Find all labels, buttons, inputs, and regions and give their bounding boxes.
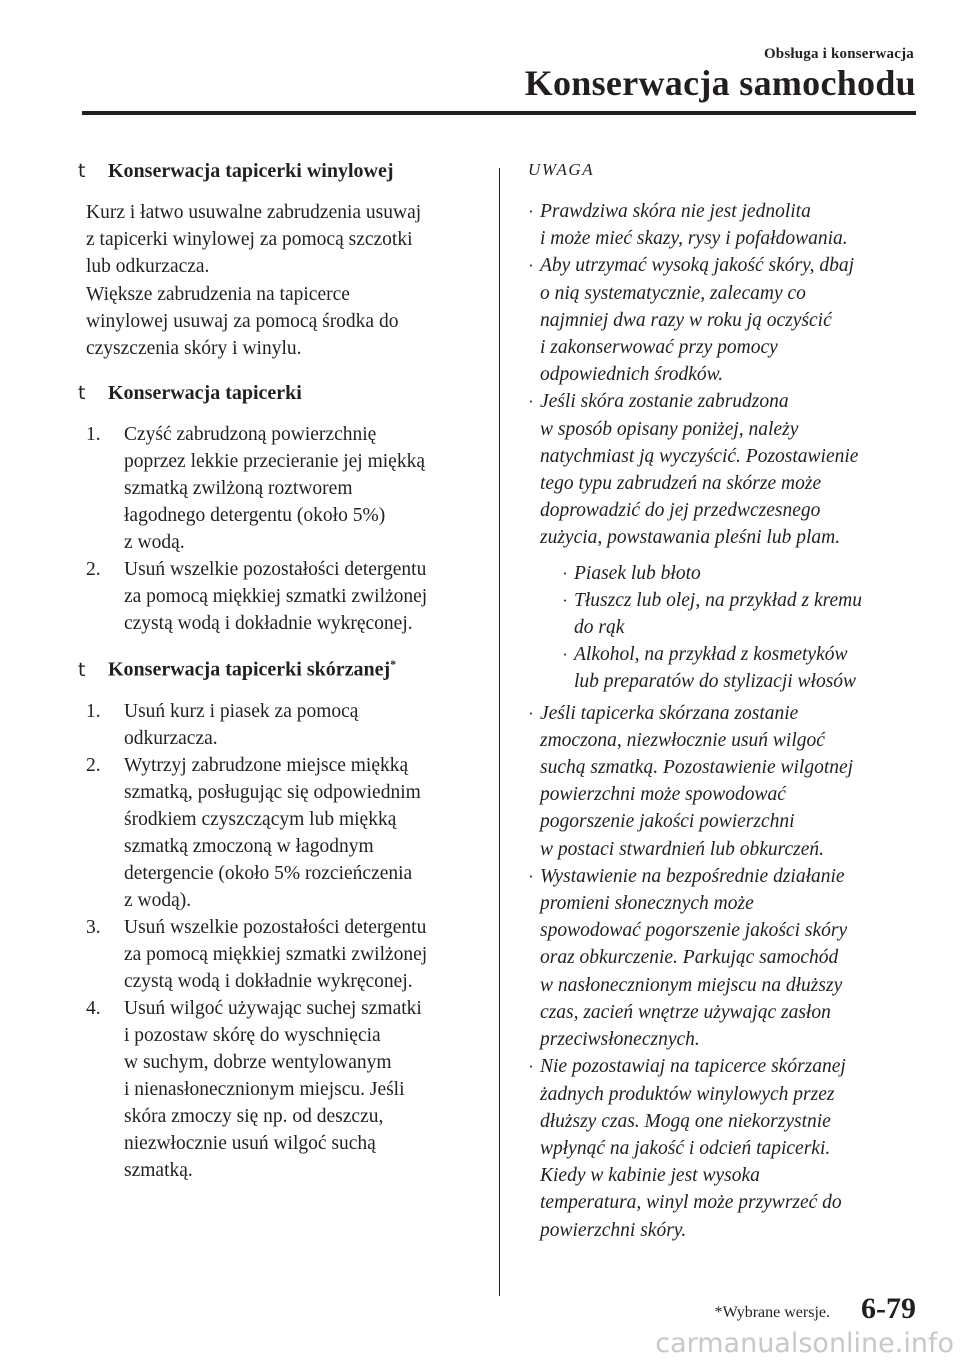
- text-line: odpowiednich środków.: [540, 364, 724, 386]
- text-line: i może mieć skazy, rysy i pofałdowania.: [540, 228, 848, 250]
- bullet-icon: ·: [528, 392, 534, 412]
- text-line: zużycia, powstawania pleśni lub plam.: [540, 527, 841, 549]
- leather-section-title: [108, 657, 396, 682]
- text-line: poprzez lekkie przecieranie jej miękką: [124, 451, 425, 473]
- leather-section-heading: [78, 657, 478, 682]
- bullet-icon: ·: [528, 1057, 534, 1077]
- step-text: [124, 914, 478, 995]
- text-line: szmatką zmoczoną w łagodnym: [124, 835, 374, 857]
- text-line: Czyść zabrudzoną powierzchnię: [124, 424, 377, 446]
- text-line: oraz obkurczenie. Parkując samochód: [540, 947, 839, 969]
- step-item: [78, 421, 478, 556]
- note-text: [540, 863, 922, 1053]
- vinyl-section-title: Konserwacja tapicerki winylowej: [108, 160, 394, 182]
- text-line: powierzchni może spowodować: [540, 784, 786, 806]
- leather-title-text: Konserwacja tapicerki skórzanej: [108, 658, 391, 681]
- text-line: Prawdziwa skóra nie jest jednolita: [540, 201, 811, 222]
- page-title: Konserwacja samochodu: [524, 63, 916, 103]
- section-marker-icon: t: [78, 382, 86, 405]
- step-item: [78, 752, 478, 914]
- page-number: 6-79: [861, 1292, 916, 1325]
- step-item: [78, 995, 478, 1184]
- text-line: i zakonserwować przy pomocy: [540, 337, 778, 359]
- text-line: do rąk: [574, 617, 625, 639]
- text-line: Większe zabrudzenia na tapicerce: [86, 283, 350, 305]
- text-line: czystą wodą i dokładnie wykręconej.: [124, 613, 413, 635]
- note-item: [522, 388, 922, 699]
- bullet-icon: ·: [562, 590, 568, 610]
- text-line: zmoczona, niezwłocznie usuń wilgoć: [540, 729, 825, 751]
- text-line: najmniej dwa razy w roku ją oczyścić: [540, 309, 832, 331]
- caution-notes: [522, 198, 922, 1244]
- leather-steps: [78, 698, 478, 1184]
- text-line: dłuższy czas. Mogą one niekorzystnie: [540, 1110, 831, 1132]
- text-line: doprowadzić do jej przedwczesnego: [540, 500, 821, 522]
- step-text: [124, 421, 478, 556]
- text-line: czystą wodą i dokładnie wykręconej.: [124, 970, 413, 992]
- text-line: pogorszenie jakości powierzchni: [540, 811, 795, 833]
- text-line: winylowej usuwaj za pomocą środka do: [86, 310, 399, 332]
- note-text: [540, 252, 922, 388]
- note-text: [540, 700, 922, 863]
- step-number: 4.: [86, 997, 101, 1019]
- section-marker-icon: t: [78, 160, 86, 182]
- text-line: łagodnego detergentu (około 5%): [124, 505, 386, 527]
- caution-label: UWAGA: [528, 160, 595, 179]
- step-text: [124, 556, 478, 637]
- section-header: Obsługa i konserwacja: [763, 46, 914, 62]
- step-item: [78, 698, 478, 752]
- text-line: szmatką.: [124, 1159, 193, 1181]
- text-line: czyszczenia skóry i winylu.: [86, 338, 302, 360]
- note-text: [574, 587, 922, 641]
- step-text: [124, 995, 478, 1184]
- step-number: 2.: [86, 559, 101, 581]
- text-line: i pozostaw skórę do wyschnięcia: [124, 1024, 381, 1046]
- text-line: żadnych produktów winylowych przez: [540, 1083, 835, 1105]
- text-line: Usuń wilgoć używając suchej szmatki: [124, 997, 422, 1019]
- text-line: w suchym, dobrze wentylowanym: [124, 1051, 392, 1073]
- text-line: o nią systematycznie, zalecamy co: [540, 282, 806, 304]
- text-line: Kiedy w kabinie jest wysoka: [540, 1165, 760, 1187]
- note-item: [522, 700, 922, 863]
- vinyl-paragraph-2: [86, 281, 478, 363]
- text-line: spowodować pogorszenie jakości skóry: [540, 920, 848, 942]
- text-line: Usuń wszelkie pozostałości detergentu: [124, 559, 427, 581]
- text-line: i nienasłonecznionym miejscu. Jeśli: [124, 1078, 405, 1100]
- left-column: [78, 160, 478, 1204]
- text-line: detergencie (około 5% rozcieńczenia: [124, 862, 413, 884]
- note-text: [540, 198, 922, 252]
- text-line: temperatura, winyl może przywrzeć do: [540, 1192, 842, 1214]
- step-item: [78, 556, 478, 637]
- footnote-selected-versions: *Wybrane wersje.: [714, 1304, 830, 1321]
- text-line: w nasłonecznionym miejscu na dłuższy: [540, 974, 843, 996]
- step-number: 2.: [86, 754, 101, 776]
- text-line: Usuń wszelkie pozostałości detergentu: [124, 916, 427, 938]
- bullet-icon: ·: [528, 703, 534, 723]
- step-item: [78, 914, 478, 995]
- text-line: suchą szmatką. Pozostawienie wilgotnej: [540, 757, 854, 779]
- text-line: tego typu zabrudzeń na skórze może: [540, 473, 822, 495]
- note-text: [540, 388, 922, 699]
- note-text: [540, 1053, 922, 1243]
- text-line: z wodą).: [124, 889, 192, 911]
- vinyl-paragraph-1: [86, 199, 478, 281]
- text-line: lub preparatów do stylizacji włosów: [574, 671, 857, 693]
- bullet-icon: ·: [528, 866, 534, 886]
- column-divider: [499, 168, 500, 1296]
- note-item: [522, 863, 922, 1053]
- text-line: Alkohol, na przykład z kosmetyków: [574, 644, 848, 666]
- text-line: Jeśli skóra zostanie zabrudzona: [540, 391, 789, 413]
- optional-equipment-asterisk: *: [390, 657, 397, 672]
- text-line: z wodą.: [124, 532, 185, 554]
- text-line: Usuń kurz i piasek za pomocą: [124, 700, 359, 722]
- vinyl-section-heading: [78, 160, 478, 183]
- step-text: [124, 752, 478, 914]
- text-line: odkurzacza.: [124, 727, 218, 749]
- fabric-section-title: Konserwacja tapicerki: [108, 382, 302, 405]
- bullet-icon: ·: [528, 256, 534, 276]
- step-number: 1.: [86, 424, 101, 446]
- text-line: szmatką, posługując się odpowiednim: [124, 781, 421, 803]
- text-line: powierzchni skóry.: [540, 1219, 687, 1241]
- site-watermark: carmanualsonline.info: [655, 1328, 954, 1359]
- note-text: [574, 560, 922, 587]
- bullet-icon: ·: [562, 563, 568, 583]
- text-line: Jeśli tapicerka skórzana zostanie: [540, 702, 799, 724]
- text-line: za pomocą miękkiej szmatki zwilżonej: [124, 943, 428, 965]
- step-number: 1.: [86, 700, 101, 722]
- note-item: [522, 252, 922, 388]
- sub-note-item: [556, 641, 922, 695]
- fabric-section-heading: [78, 382, 478, 405]
- text-line: promieni słonecznych może: [540, 893, 754, 915]
- text-line: natychmiast ją wyczyścić. Pozostawienie: [540, 445, 859, 467]
- note-text: [574, 641, 922, 695]
- text-line: Wytrzyj zabrudzone miejsce miękką: [124, 754, 409, 776]
- sub-note-item: [556, 587, 922, 641]
- text-line: w postaci stwardnień lub obkurczeń.: [540, 838, 824, 860]
- step-text: [124, 698, 478, 752]
- text-line: Kurz i łatwo usuwalne zabrudzenia usuwaj: [86, 202, 422, 223]
- text-line: z tapicerki winylowej za pomocą szczotki: [86, 229, 413, 251]
- note-item: [522, 1053, 922, 1243]
- text-line: Tłuszcz lub olej, na przykład z kremu: [574, 589, 862, 611]
- step-number: 3.: [86, 916, 101, 938]
- text-line: Nie pozostawiaj na tapicerce skórzanej: [540, 1056, 846, 1078]
- text-line: Piasek lub błoto: [574, 562, 701, 584]
- text-line: lub odkurzacza.: [86, 256, 210, 278]
- right-column: [522, 160, 922, 1244]
- text-line: szmatką zwilżoną roztworem: [124, 478, 353, 500]
- section-marker-icon: t: [78, 658, 86, 681]
- text-line: wpłynąć na jakość i odcień tapicerki.: [540, 1137, 831, 1159]
- note-item: [522, 198, 922, 252]
- bullet-icon: ·: [528, 202, 534, 221]
- text-line: za pomocą miękkiej szmatki zwilżonej: [124, 586, 428, 608]
- text-line: czas, zacień wnętrze używając zasłon: [540, 1001, 831, 1023]
- text-line: Aby utrzymać wysoką jakość skóry, dbaj: [540, 255, 855, 277]
- bullet-icon: ·: [562, 645, 568, 665]
- text-line: skóra zmoczy się np. od deszczu,: [124, 1105, 384, 1127]
- text-line: w sposób opisany poniżej, należy: [540, 418, 799, 440]
- text-line: środkiem czyszczącym lub miękką: [124, 808, 397, 830]
- fabric-steps: [78, 421, 478, 637]
- sub-note-item: [556, 560, 922, 587]
- contaminant-list: [556, 560, 922, 696]
- text-line: przeciwsłonecznych.: [540, 1029, 700, 1051]
- header-rule: [82, 111, 916, 115]
- text-line: Wystawienie na bezpośrednie działanie: [540, 865, 845, 887]
- text-line: niezwłocznie usuń wilgoć suchą: [124, 1132, 376, 1154]
